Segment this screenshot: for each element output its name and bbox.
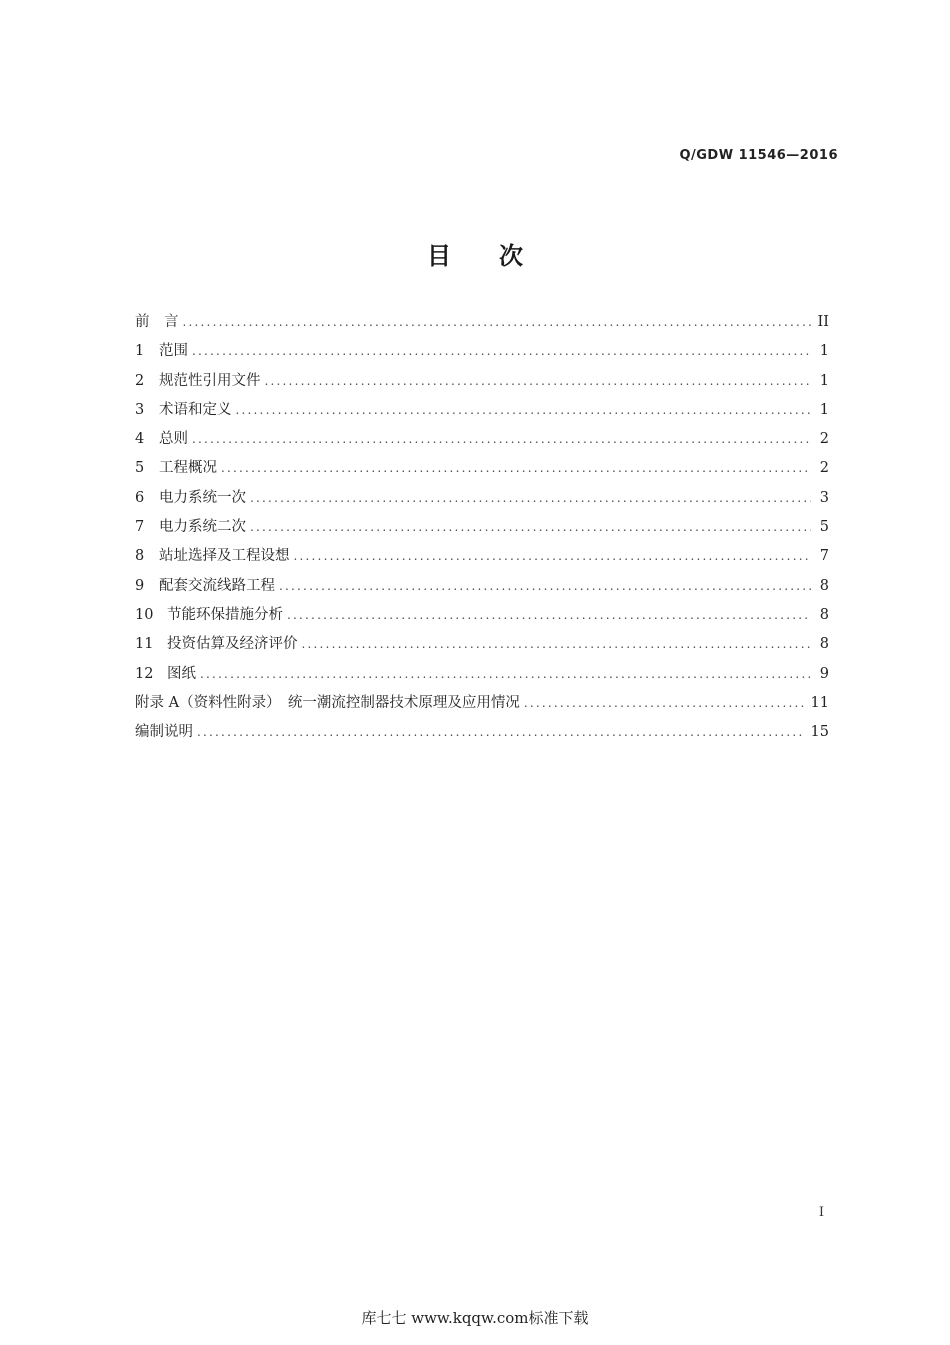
toc-entry-page: 2 [819,460,829,477]
toc-entry-page: II [817,314,829,330]
toc-leader-dots [250,514,811,540]
toc-entry-label: 总则 [159,431,188,448]
toc-entry-label: 配套交流线路工程 [159,577,275,594]
toc-leader-dots [221,455,811,481]
toc-entry-label: 术语和定义 [159,401,232,418]
toc-leader-dots [287,602,811,628]
toc-entry-10[interactable] [135,602,829,631]
toc-entry-12[interactable] [135,661,829,690]
toc-entry-page: 8 [819,606,829,623]
toc-entry-label: 投资估算及经济评价 [167,636,298,653]
toc-entry-9[interactable] [135,573,829,602]
toc-entry-number: 1 [135,343,145,360]
toc-entry-number: 5 [135,460,145,477]
toc-entry-label: 站址选择及工程设想 [159,548,290,565]
toc-leader-dots [279,573,811,599]
toc-entry-appendix-a[interactable] [135,690,829,719]
table-of-contents [135,309,829,748]
toc-entry-explanation[interactable] [135,719,829,748]
toc-entry-label: 规范性引用文件 [159,372,261,389]
toc-entry-7[interactable] [135,514,829,543]
toc-entry-8[interactable] [135,543,829,572]
toc-entry-number: 7 [135,519,145,536]
toc-entry-label: 电力系统一次 [159,489,246,506]
toc-entry-page: 5 [819,519,829,536]
toc-entry-number: 2 [135,372,145,389]
toc-entry-label: 编制说明 [135,724,193,741]
toc-entry-1[interactable] [135,338,829,367]
toc-entry-label: 范围 [159,343,188,360]
toc-title-char-1: 目 [427,242,451,270]
toc-title [0,236,950,271]
toc-entry-label: 图纸 [167,665,196,682]
toc-entry-11[interactable] [135,631,829,660]
toc-entry-label: 前 言 [135,314,179,330]
toc-entry-foreword[interactable] [135,309,829,338]
toc-entry-5[interactable] [135,455,829,484]
toc-entry-number: 4 [135,431,145,448]
toc-leader-dots [192,426,811,452]
toc-leader-dots [192,338,811,364]
toc-entry-4[interactable] [135,426,829,455]
toc-entry-page: 11 [810,694,829,711]
toc-entry-page: 9 [819,665,829,682]
toc-entry-page: 8 [819,636,829,653]
toc-entry-page: 15 [810,724,829,741]
toc-entry-page: 1 [819,343,829,360]
toc-entry-number: 8 [135,548,145,565]
toc-entry-page: 2 [819,431,829,448]
page-number: I [818,1205,824,1220]
toc-leader-dots [524,690,805,716]
toc-leader-dots [265,368,812,394]
toc-entry-3[interactable] [135,397,829,426]
document-code: Q/GDW 11546—2016 [679,148,838,163]
toc-leader-dots [250,485,811,511]
toc-title-char-2: 次 [499,242,523,270]
toc-entry-label: 工程概况 [159,460,217,477]
toc-entry-number: 6 [135,489,145,506]
toc-entry-page: 8 [819,577,829,594]
toc-entry-number: 11 [135,636,154,653]
toc-entry-2[interactable] [135,368,829,397]
toc-entry-page: 7 [819,548,829,565]
toc-entry-label: 电力系统二次 [159,519,246,536]
toc-entry-page: 1 [819,401,829,418]
toc-leader-dots [302,631,812,657]
footer-watermark-text: 库七七 www.kqqw.com标准下载 [361,1309,589,1327]
toc-entry-page: 1 [819,372,829,389]
toc-leader-dots [294,543,812,569]
toc-entry-number: 10 [135,606,154,623]
toc-entry-label: 附录 A（资料性附录） 统一潮流控制器技术原理及应用情况 [135,694,520,711]
toc-leader-dots [236,397,812,423]
toc-leader-dots [200,661,811,687]
toc-entry-page: 3 [819,489,829,506]
toc-entry-6[interactable] [135,485,829,514]
toc-leader-dots [197,719,805,745]
toc-entry-label: 节能环保措施分析 [167,606,283,623]
toc-entry-number: 9 [135,577,145,594]
toc-leader-dots [183,309,812,335]
toc-entry-number: 3 [135,401,145,418]
toc-entry-number: 12 [135,665,154,682]
